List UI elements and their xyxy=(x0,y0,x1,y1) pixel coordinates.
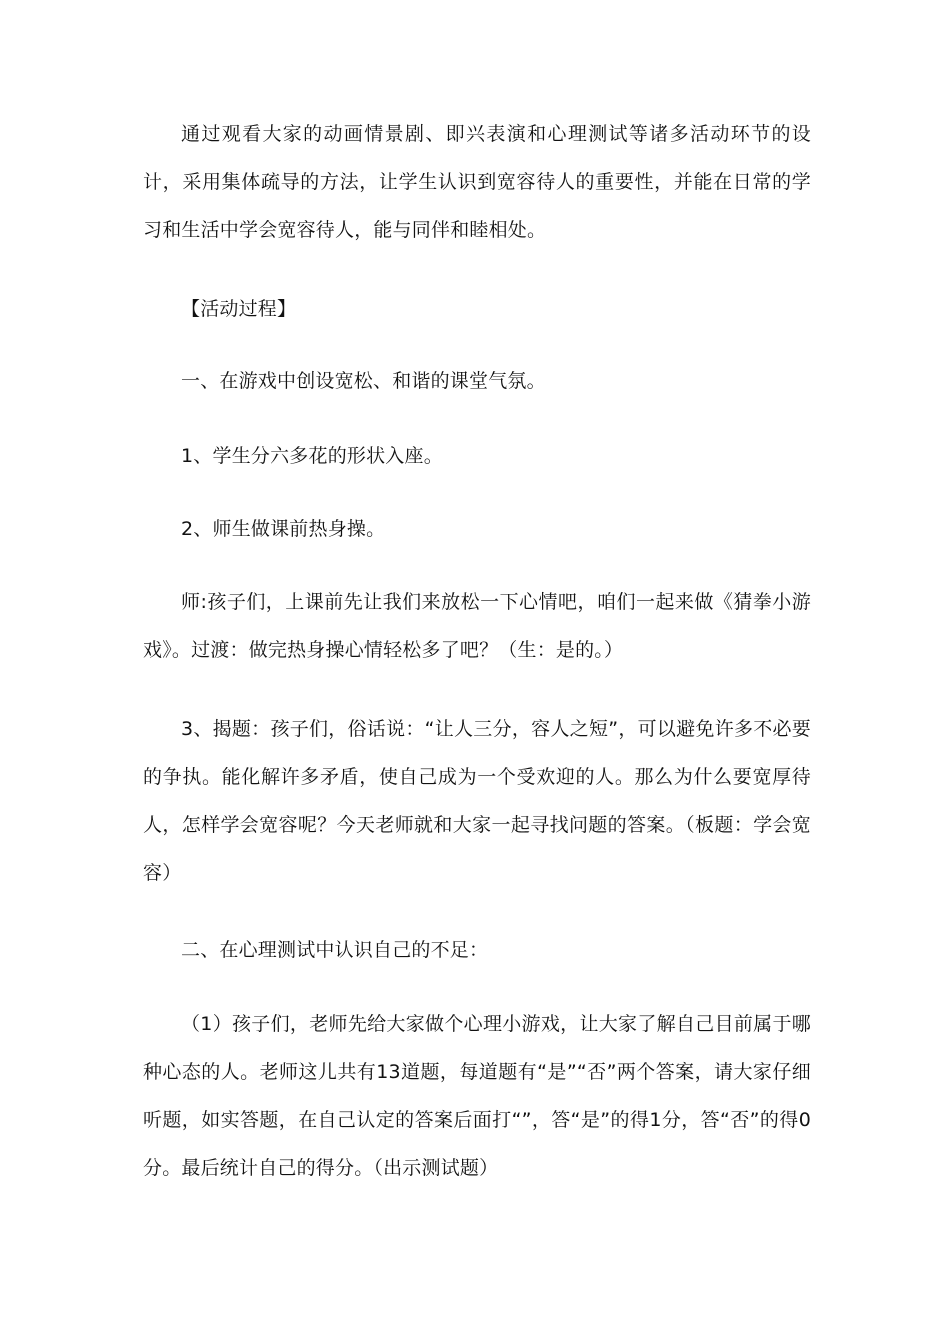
step-two: 2、师生做课前热身操。 xyxy=(181,518,386,540)
section-heading-activity-process: 【活动过程】 xyxy=(181,298,297,320)
psych-test-paragraph: （1）孩子们，老师先给大家做个心理小游戏，让大家了解自己目前属于哪种心态的人。老师这儿共有13道题，每道题有“是”“否”两个答案，请大家仔细听题，如实答题，在自己认定的答案后面打“”，答“是”的得1分，答“否”的得0分。最后统计自己的得分。（出示测试题） xyxy=(143,1013,811,1179)
step-three-paragraph: 3、揭题：孩子们，俗话说：“让人三分，容人之短”，可以避免许多不必要的争执。能化解许多矛盾，使自己成为一个受欢迎的人。那么为什么要宽厚待人，怎样学会宽容呢？今天老师就和大家一起寻找问题的答案。（板题：学会宽容） xyxy=(143,718,811,884)
heading-part-two: 二、在心理测试中认识自己的不足： xyxy=(181,939,489,961)
heading-part-one: 一、在游戏中创设宽松、和谐的课堂气氛。 xyxy=(181,370,546,392)
teacher-dialogue-paragraph: 师:孩子们，上课前先让我们来放松一下心情吧，咱们一起来做《猜拳小游戏》。过渡：做完热身操心情轻松多了吧？（生：是的。） xyxy=(143,591,811,661)
intro-paragraph: 通过观看大家的动画情景剧、即兴表演和心理测试等诸多活动环节的设计，采用集体疏导的方法，让学生认识到宽容待人的重要性，并能在日常的学习和生活中学会宽容待人，能与同伴和睦相处。 xyxy=(143,123,811,241)
step-one: 1、学生分六多花的形状入座。 xyxy=(181,445,443,467)
